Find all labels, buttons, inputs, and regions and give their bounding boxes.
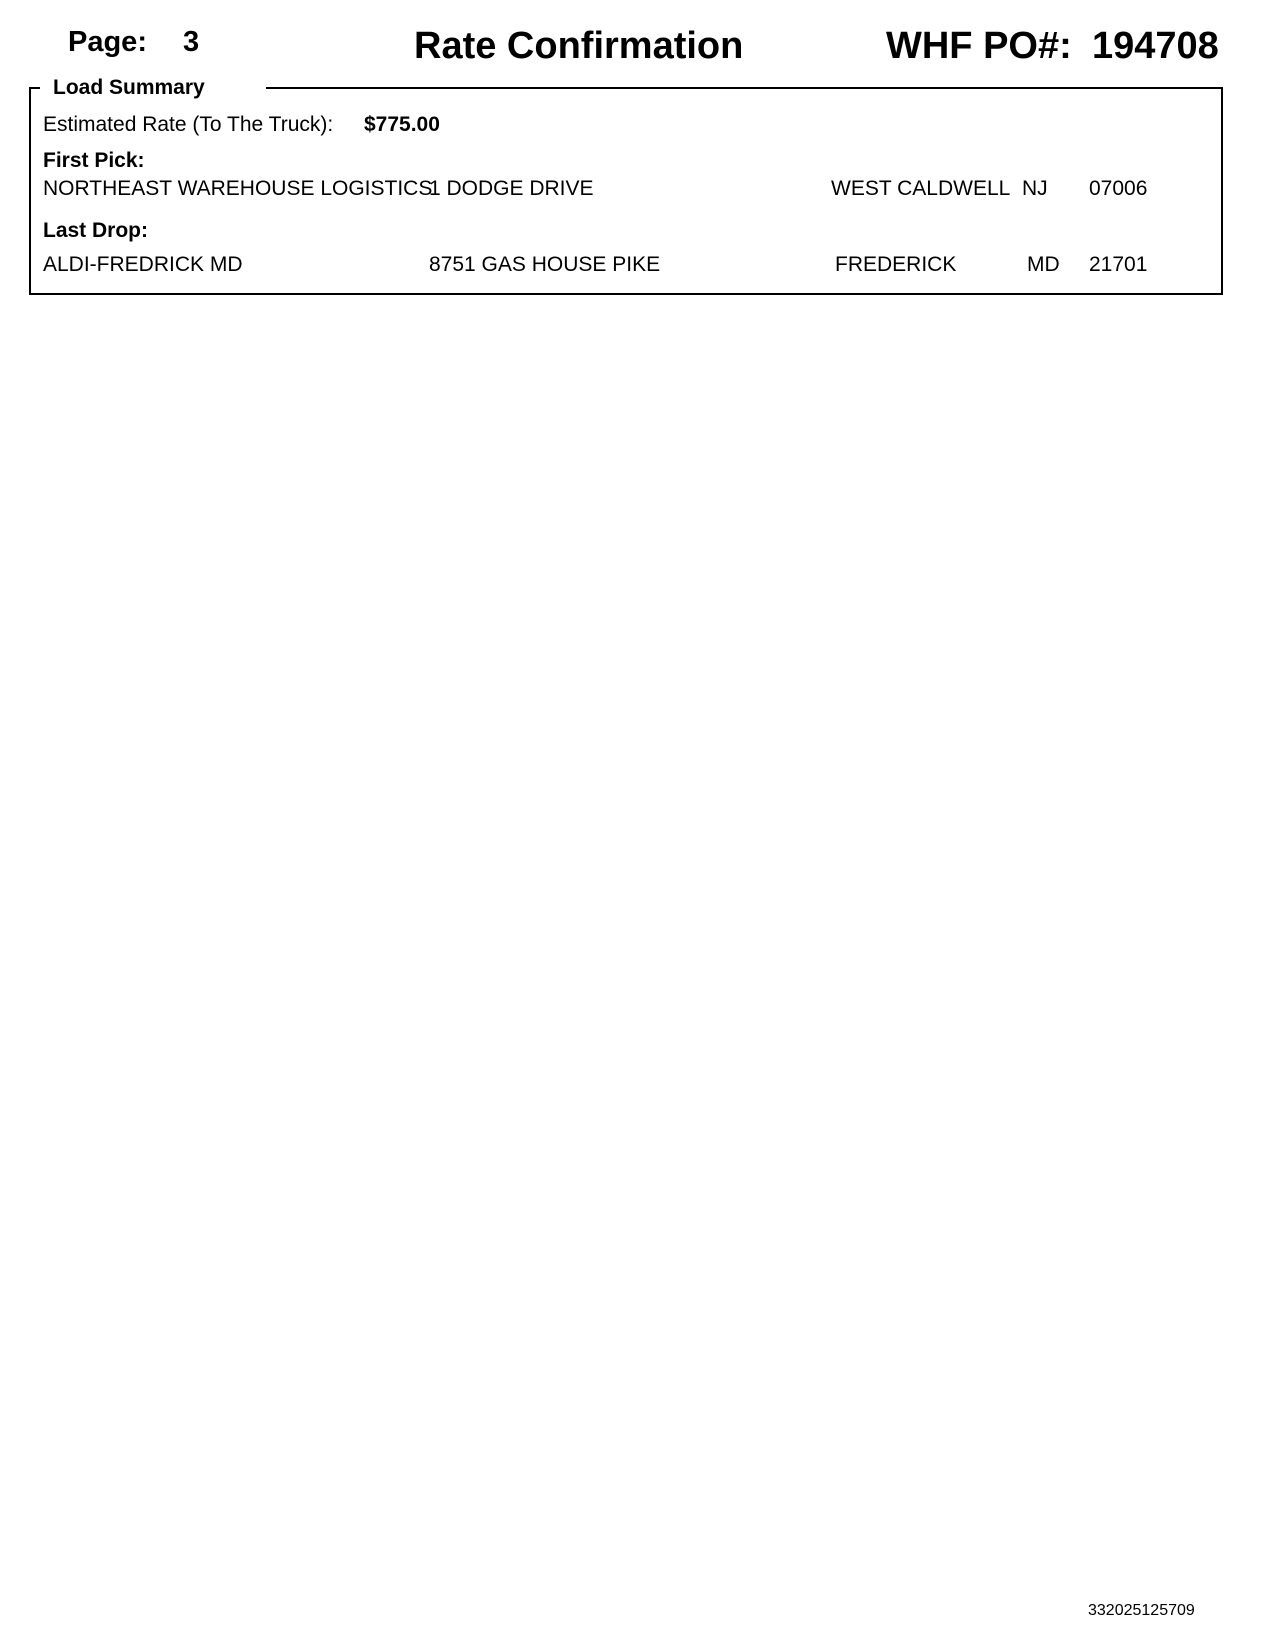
last-drop-state: MD (1027, 253, 1060, 276)
load-summary-legend: Load Summary (53, 76, 205, 99)
last-drop-city: FREDERICK (835, 253, 957, 276)
first-pick-zip: 07006 (1089, 177, 1148, 200)
po-label: WHF PO#: (886, 25, 1072, 67)
last-drop-name: ALDI-FREDRICK MD (43, 253, 243, 276)
page-number: 3 (183, 26, 200, 58)
first-pick-state: NJ (1022, 177, 1048, 200)
page-label: Page: (68, 26, 147, 58)
last-drop-zip: 21701 (1089, 253, 1148, 276)
estimated-rate-label: Estimated Rate (To The Truck): (43, 113, 334, 136)
last-drop-address: 8751 GAS HOUSE PIKE (429, 253, 661, 276)
document-title: Rate Confirmation (414, 25, 744, 67)
first-pick-label: First Pick: (43, 149, 145, 172)
po-number: 194708 (1092, 25, 1219, 67)
first-pick-city: WEST CALDWELL (831, 177, 1011, 200)
document-number: 332025125709 (1088, 1602, 1195, 1619)
first-pick-address: 1 DODGE DRIVE (429, 177, 594, 200)
first-pick-name: NORTHEAST WAREHOUSE LOGISTICS (43, 177, 433, 200)
estimated-rate-value: $775.00 (364, 113, 440, 136)
last-drop-label: Last Drop: (43, 219, 148, 242)
